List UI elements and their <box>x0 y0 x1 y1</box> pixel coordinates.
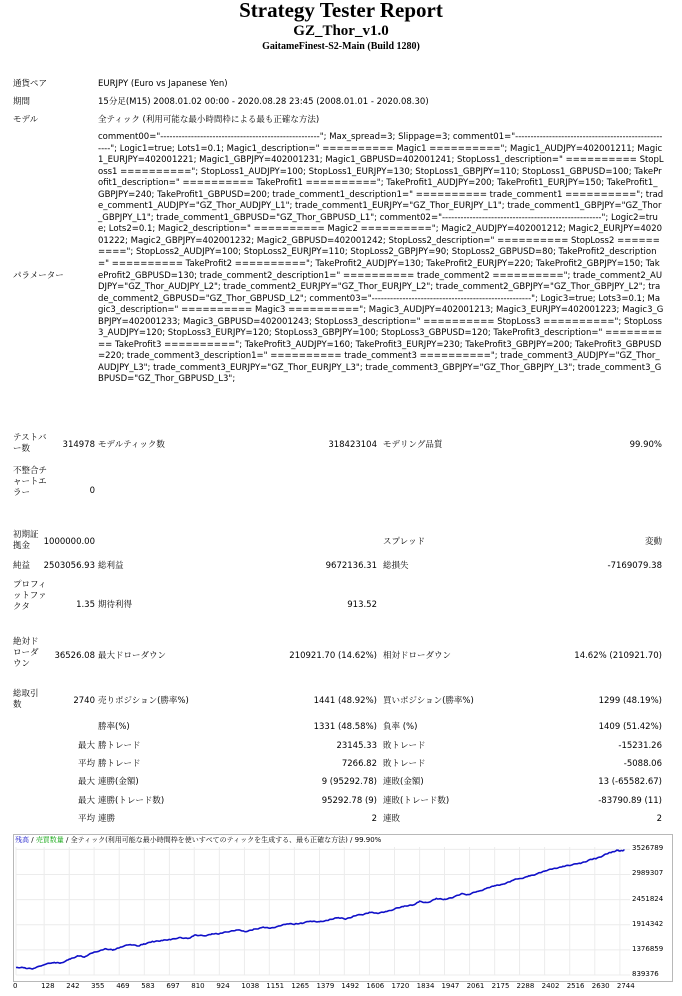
x-tick-label: 1720 <box>391 982 410 990</box>
ea-name: GZ_Thor_v1.0 <box>293 23 389 39</box>
y-tick-label: 1914342 <box>632 919 664 928</box>
ticks-value: 318423104 <box>328 440 377 450</box>
legend-model: 全ティック(利用可能な最小時間枠を使いすべてのティックを生成する、最も正確な方法) <box>70 836 348 844</box>
max-drawdown-label: 最大ドローダウン <box>98 651 167 661</box>
bars-value: 314978 <box>62 440 95 450</box>
legend-separator: / <box>29 836 36 844</box>
legend-separator: / <box>347 836 355 844</box>
max-drawdown-value: 210921.70 (14.62%) <box>289 651 377 661</box>
win-rate-label: 勝率(%) <box>98 722 130 732</box>
long-positions-label: 買いポジション(勝率%) <box>383 696 474 706</box>
report-title: Strategy Tester Report <box>239 0 443 22</box>
quality-value: 99.90% <box>629 440 662 450</box>
spread-value: 変動 <box>644 537 662 547</box>
gross-profit-value: 9672136.31 <box>325 561 377 571</box>
loss-rate-label: 負率 (%) <box>383 722 418 732</box>
y-tick-label: 2989307 <box>632 869 664 878</box>
expected-payoff-label: 期待利得 <box>98 600 133 610</box>
x-tick-label: 1265 <box>291 982 310 990</box>
avg-win-label: 勝トレード <box>98 759 141 769</box>
cons-profit-value: 95292.78 (9) <box>321 796 377 806</box>
cons-wins-money-value: 9 (95292.78) <box>321 777 377 787</box>
balance-chart <box>13 834 673 982</box>
short-positions-value: 1441 (48.92%) <box>313 696 377 706</box>
x-tick-label: 128 <box>41 982 55 990</box>
rel-drawdown-value: 14.62% (210921.70) <box>574 651 662 661</box>
long-positions-value: 1299 (48.19%) <box>598 696 662 706</box>
ticks-label: モデルティック数 <box>98 440 165 450</box>
deposit-label: 初期証拠金 <box>13 530 39 551</box>
largest-loss-value: -15231.26 <box>618 741 662 751</box>
model-label: モデル <box>13 115 39 125</box>
avg-cons-losses-label: 連敗 <box>383 814 401 824</box>
avg-cons-wins-label: 連勝 <box>98 814 116 824</box>
x-tick-label: 1379 <box>316 982 335 990</box>
abs-drawdown-value: 36526.08 <box>54 651 95 661</box>
x-tick-label: 1606 <box>366 982 385 990</box>
net-label: 純益 <box>13 561 31 571</box>
y-tick-label: 1376859 <box>632 944 664 953</box>
avg-loss-value: -5088.06 <box>623 759 662 769</box>
x-tick-label: 1492 <box>341 982 360 990</box>
avg-loss-label: 敗トレード <box>383 759 426 769</box>
largest-prefix: 最大 <box>77 741 95 751</box>
avg-cons-wins-value: 2 <box>371 814 377 824</box>
total-trades-label: 総取引数 <box>13 689 39 710</box>
abs-drawdown-label: 絶対ドローダウン <box>13 637 39 669</box>
x-tick-label: 697 <box>166 982 180 990</box>
x-tick-label: 2175 <box>491 982 510 990</box>
spread-label: スプレッド <box>383 537 426 547</box>
y-tick-label: 3526789 <box>632 844 664 853</box>
cons-loss-label: 連敗(トレード数) <box>383 796 450 806</box>
model-value: 全ティック (利用可能な最小時間枠による最も正確な方法) <box>98 115 320 125</box>
largest-win-value: 23145.33 <box>336 741 377 751</box>
x-tick-label: 1947 <box>441 982 460 990</box>
short-positions-label: 売りポジション(勝率%) <box>98 696 189 706</box>
x-tick-label: 810 <box>191 982 205 990</box>
avg-cons-prefix: 平均 <box>77 814 95 824</box>
cons-profit-label: 連勝(トレード数) <box>98 796 165 806</box>
cons-wins-money-label: 連勝(金額) <box>98 777 139 787</box>
x-tick-label: 2744 <box>616 982 635 990</box>
profit-factor-value: 1.35 <box>76 600 95 610</box>
period-label: 期間 <box>13 97 31 107</box>
largest-loss-label: 敗トレード <box>383 741 426 751</box>
x-tick-label: 355 <box>91 982 105 990</box>
x-tick-label: 469 <box>116 982 130 990</box>
x-tick-label: 1038 <box>241 982 260 990</box>
gross-loss-label: 総損失 <box>383 561 409 571</box>
legend-quality: 99.90% <box>354 836 382 844</box>
x-tick-label: 1151 <box>266 982 285 990</box>
legend-lots: 売買数量 <box>35 836 64 844</box>
balance-chart-svg <box>14 835 672 981</box>
x-tick-label: 583 <box>141 982 155 990</box>
x-tick-label: 2061 <box>466 982 485 990</box>
period-value: 15分足(M15) 2008.01.02 00:00 - 2020.08.28 23:45 (2008.01.01 - 2020.08.30) <box>98 97 429 107</box>
cons-losses-money-value: 13 (-65582.67) <box>598 777 662 787</box>
x-tick-label: 2630 <box>591 982 610 990</box>
gross-profit-label: 総利益 <box>98 561 124 571</box>
deposit-value: 1000000.00 <box>43 537 95 547</box>
loss-rate-value: 1409 (51.42%) <box>598 722 662 732</box>
cons-losses-money-label: 連敗(金額) <box>383 777 424 787</box>
max-cons-count-prefix: 最大 <box>77 796 95 806</box>
mismatch-value: 0 <box>89 486 95 496</box>
quality-label: モデリング品質 <box>383 440 443 450</box>
y-tick-label: 2451824 <box>632 894 664 903</box>
params-label: パラメーター <box>13 271 64 281</box>
y-tick-label: 839376 <box>632 970 659 978</box>
server-build: GaitameFinest-S2-Main (Build 1280) <box>262 41 420 52</box>
average-prefix: 平均 <box>77 759 95 769</box>
x-tick-label: 0 <box>13 982 18 990</box>
mismatch-label: 不整合チャートエラー <box>13 466 48 498</box>
legend-separator: / <box>63 836 71 844</box>
x-tick-label: 1834 <box>416 982 435 990</box>
symbol-value: EURJPY (Euro vs Japanese Yen) <box>98 79 228 89</box>
profit-factor-label: プロフィットファクタ <box>13 580 47 612</box>
chart-legend <box>15 836 381 845</box>
total-trades-value: 2740 <box>73 696 95 706</box>
x-tick-label: 2288 <box>516 982 535 990</box>
avg-cons-losses-value: 2 <box>656 814 662 824</box>
net-value: 2503056.93 <box>43 561 95 571</box>
symbol-label: 通貨ペア <box>13 79 48 89</box>
x-tick-label: 2516 <box>566 982 585 990</box>
max-cons-prefix: 最大 <box>77 777 95 787</box>
bars-label: テストバー数 <box>13 433 47 454</box>
x-tick-label: 924 <box>216 982 230 990</box>
x-tick-label: 242 <box>66 982 80 990</box>
rel-drawdown-label: 相対ドローダウン <box>383 651 452 661</box>
x-tick-label: 2402 <box>541 982 560 990</box>
win-rate-value: 1331 (48.58%) <box>313 722 377 732</box>
avg-win-value: 7266.82 <box>341 759 377 769</box>
cons-loss-value: -83790.89 (11) <box>598 796 662 806</box>
largest-win-label: 勝トレード <box>98 741 141 751</box>
expected-payoff-value: 913.52 <box>347 600 377 610</box>
balance-line <box>16 850 625 969</box>
params-value: comment00="----------------------------------------------------"; Max_spread=3; Slippage=3; comment01="----------------------------------------------------"; Logic1=true; Lots1=0.1; Magic1_description=" ========== Magic1 =========="; Magic1_AUDJPY=402001211; Magic1_EURJPY=402001221; Magic1_GBPJPY=402001231; Magic1_GBPUSD=402001241; StopLoss1_description=" ========== StopLoss1 =========="; StopLoss1_AUDJPY=100; StopLoss1_EURJPY=130; StopLoss1_GBPJPY=110; StopLoss1_GBPUSD=100; TakeProfit1_description=" ========== TakeProfit1 =========="; TakeProfit1_AUDJPY=200; TakeProfit1_EURJPY=150; TakeProfit1_GBPJPY=240; TakeProfit1_GBPUSD=200; trade_comment1_description1=" ========== trade_comment1 =========="; trade_comment1_AUDJPY="GZ_Thor_AUDJPY_L1"; trade_comment1_EURJPY="GZ_Thor_EURJPY_L1"; trade_comment1_GBPJPY="GZ_Thor_GBPJPY_L1"; trade_comment1_GBPUSD="GZ_Thor_GBPUSD_L1"; comment02="----------------------------------------------------"; Logic2=true; Lots2=0.1; Magic2_description=" ========== Magic2 =========="; Magic2_AUDJPY=402001212; Magic2_EURJPY=402001222; Magic2_GBPJPY=402001232; Magic2_GBPUSD=402001242; StopLoss2_description=" ========== StopLoss2 =========="; StopLoss2_AUDJPY=100; StopLoss2_EURJPY=110; StopLoss2_GBPJPY=90; StopLoss2_GBPUSD=80; TakeProfit2_description=" ========== TakeProfit2 =========="; TakeProfit2_AUDJPY=130; TakeProfit2_EURJPY=220; TakeProfit2_GBPJPY=150; TakeProfit2_GBPUSD=130; trade_comment2_description1=" ========== trade_comment2 =========="; trade_comment2_AUDJPY="GZ_Thor_AUDJPY_L2"; trade_comment2_EURJPY="GZ_Thor_EURJPY_L2"; trade_comment2_GBPJPY="GZ_Thor_GBPJPY_L2"; trade_comment2_GBPUSD="GZ_Thor_GBPUSD_L2"; comment03="----------------------------------------------------"; Logic3=true; Lots3=0.1; Magic3_description=" ========== Magic3 =========="; Magic3_AUDJPY=402001213; Magic3_EURJPY=402001223; Magic3_GBPJPY=402001233; Magic3_GBPUSD=402001243; StopLoss3_description=" ========== StopLoss3 =========="; StopLoss3_AUDJPY=120; StopLoss3_EURJPY=120; StopLoss3_GBPJPY=100; StopLoss3_GBPUSD=120; TakeProfit3_description=" ========== TakeProfit3 =========="; TakeProfit3_AUDJPY=160; TakeProfit3_EURJPY=230; TakeProfit3_GBPJPY=200; TakeProfit3_GBPUSD=220; trade_comment3_description1=" ========== trade_comment3 =========="; trade_comment3_AUDJPY="GZ_Thor_AUDJPY_L3"; trade_comment3_EURJPY="GZ_Thor_EURJPY_L3"; trade_comment3_GBPJPY="GZ_Thor_GBPJPY_L3"; trade_comment3_GBPUSD="GZ_Thor_GBPUSD_L3"; <box>98 132 664 385</box>
gross-loss-value: -7169079.38 <box>607 561 662 571</box>
legend-balance: 残高 <box>15 836 29 844</box>
